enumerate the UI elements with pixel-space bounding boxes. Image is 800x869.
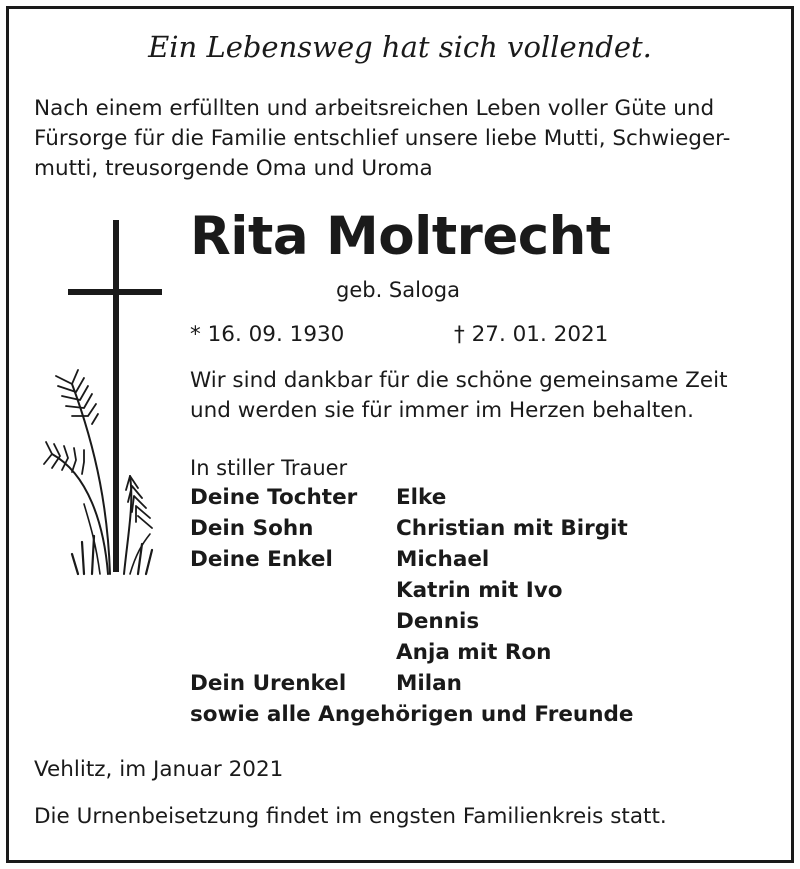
- intro-line: Nach einem erfüllten und arbeitsreichen Leben voller Güte und: [34, 96, 715, 121]
- birth-date: * 16. 09. 1930: [190, 322, 345, 347]
- intro-line: mutti, treusorgende Oma und Uroma: [34, 156, 433, 181]
- mourner-names: Dennis: [396, 609, 480, 634]
- mourner-names: Anja mit Ron: [396, 640, 552, 665]
- mourner-names: Christian mit Birgit: [396, 516, 628, 541]
- deceased-name: Rita Moltrecht: [190, 206, 611, 267]
- closing-line: sowie alle Angehörigen und Freunde: [190, 702, 634, 727]
- intro-line: Fürsorge für die Familie entschlief unsere liebe Mutti, Schwieger-: [34, 126, 731, 151]
- mourner-names: Elke: [396, 485, 447, 510]
- cross-with-wheat-icon: [38, 214, 168, 576]
- place-date: Vehlitz, im Januar 2021: [34, 757, 284, 782]
- gratitude-line: Wir sind dankbar für die schöne gemeinsame Zeit: [190, 368, 728, 393]
- mourner-relation: Dein Sohn: [190, 516, 314, 541]
- mourner-names: Katrin mit Ivo: [396, 578, 563, 603]
- burial-note: Die Urnenbeisetzung findet im engsten Familienkreis statt.: [34, 804, 667, 829]
- mourner-names: Michael: [396, 547, 490, 572]
- mourner-relation: Dein Urenkel: [190, 671, 347, 696]
- mourner-names: Milan: [396, 671, 462, 696]
- mourner-relation: Deine Tochter: [190, 485, 358, 510]
- intro-text: [34, 94, 730, 184]
- gratitude-text: [190, 366, 728, 426]
- gratitude-line: und werden sie für immer im Herzen behalten.: [190, 398, 694, 423]
- mourner-relation: Deine Enkel: [190, 547, 333, 572]
- birth-name: geb. Saloga: [336, 278, 461, 302]
- mourners-heading: In stiller Trauer: [190, 456, 348, 480]
- death-date: † 27. 01. 2021: [454, 322, 609, 347]
- motto: Ein Lebensweg hat sich vollendet.: [148, 30, 652, 64]
